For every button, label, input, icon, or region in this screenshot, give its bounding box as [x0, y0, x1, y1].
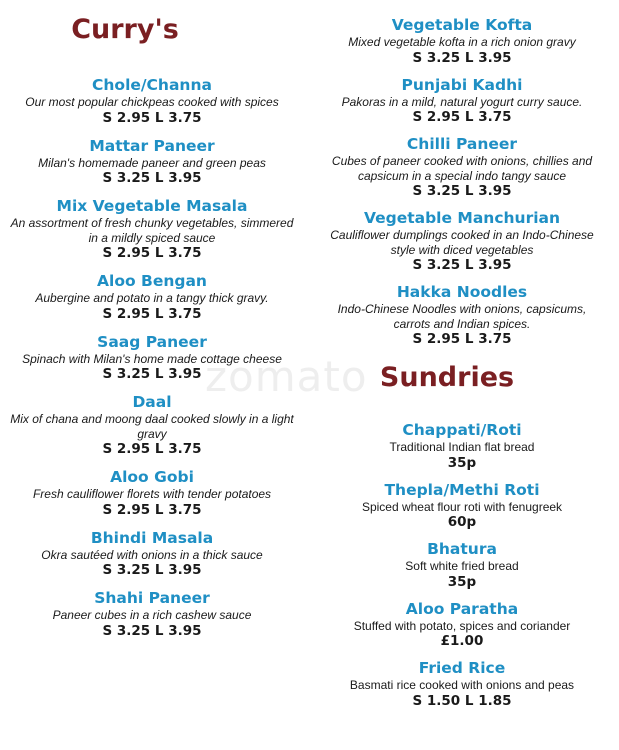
item-price: S 2.95 L 3.75 — [412, 109, 512, 125]
menu-item — [4, 589, 300, 640]
item-description: Soft white fried bread — [405, 559, 519, 573]
menu-item — [312, 16, 612, 67]
menu-item — [312, 659, 612, 710]
item-price: S 2.95 L 3.75 — [412, 331, 512, 347]
item-name: Vegetable Manchurian — [363, 209, 561, 227]
item-description: Pakoras in a mild, natural yogurt curry sauce. — [341, 94, 583, 109]
menu-item — [4, 333, 300, 384]
item-price: 35p — [447, 454, 477, 471]
menu-item — [312, 481, 612, 532]
item-description: Mix of chana and moong daal cooked slowly in a light gravy — [10, 412, 294, 441]
watermark: zomato — [205, 352, 368, 401]
menu-item — [4, 529, 300, 580]
item-name: Chappati/Roti — [402, 421, 522, 439]
menu-item — [4, 137, 300, 188]
item-price: S 2.95 L 3.75 — [102, 109, 202, 126]
item-name: Mattar Paneer — [89, 136, 215, 155]
menu-item — [4, 197, 300, 262]
item-description: Indo-Chinese Noodles with onions, capsicums, carrots and Indian spices. — [337, 302, 587, 331]
menu-item — [4, 272, 300, 323]
item-name: Aloo Gobi — [110, 468, 194, 486]
item-description: Spiced wheat flour roti with fenugreek — [361, 499, 563, 514]
curries-title: Curry's — [71, 14, 179, 45]
item-name: Hakka Noodles — [396, 283, 528, 301]
item-name: Saag Paneer — [97, 332, 207, 351]
item-price: S 3.25 L 3.95 — [412, 183, 512, 199]
item-price: S 3.25 L 3.95 — [102, 562, 202, 578]
item-name: Aloo Paratha — [405, 599, 519, 618]
menu-item — [4, 468, 300, 519]
menu-item — [4, 393, 300, 458]
item-description: An assortment of fresh chunky vegetables, simmered in a mildly spiced sauce — [10, 216, 294, 245]
item-description: Stuffed with potato, spices and coriander — [353, 618, 571, 633]
item-price: £1.00 — [440, 633, 484, 649]
curries-column — [4, 0, 300, 650]
item-price: S 3.25 L 3.95 — [102, 170, 202, 186]
item-description: Spinach with Milan's home made cottage cheese — [22, 351, 282, 366]
item-description: Okra sautéed with onions in a thick sauce — [41, 547, 263, 562]
item-name: Mix Vegetable Masala — [56, 197, 248, 215]
menu-item — [312, 283, 612, 348]
menu-item — [312, 600, 612, 651]
item-name: Chilli Paneer — [406, 135, 518, 153]
item-price: S 2.95 L 3.75 — [102, 441, 202, 457]
item-description: Traditional Indian flat bread — [389, 440, 535, 454]
menu-item — [312, 76, 612, 127]
item-price: S 3.25 L 3.95 — [102, 622, 202, 639]
sundries-title: Sundries — [379, 362, 515, 393]
item-name: Shahi Paneer — [94, 589, 210, 607]
item-description: Our most popular chickpeas cooked with spices — [25, 95, 279, 109]
item-description: Aubergine and potato in a tangy thick gravy. — [35, 291, 269, 305]
item-description: Fresh cauliflower florets with tender potatoes — [32, 487, 272, 501]
menu-item — [312, 540, 612, 591]
item-price: S 2.95 L 3.75 — [102, 501, 202, 518]
item-price: S 1.50 L 1.85 — [412, 692, 512, 709]
item-name: Fried Rice — [418, 659, 506, 677]
item-description: Milan's homemade paneer and green peas — [38, 155, 266, 170]
right-column — [312, 0, 612, 719]
item-name: Daal — [132, 393, 172, 411]
menu-item — [312, 135, 612, 200]
item-price: S 3.25 L 3.95 — [412, 49, 512, 66]
item-name: Vegetable Kofta — [391, 16, 533, 34]
item-description: Paneer cubes in a rich cashew sauce — [52, 608, 252, 622]
menu-item — [312, 209, 612, 274]
item-description: Basmati rice cooked with onions and peas — [349, 678, 575, 692]
menu-item — [312, 421, 612, 472]
item-name: Aloo Bengan — [97, 272, 207, 290]
item-name: Bhindi Masala — [90, 528, 214, 547]
item-price: 35p — [447, 573, 477, 590]
item-price: S 2.95 L 3.75 — [102, 245, 202, 261]
item-name: Thepla/Methi Roti — [384, 480, 540, 499]
menu-item — [4, 76, 300, 127]
item-name: Chole/Channa — [92, 76, 212, 94]
item-description: Mixed vegetable kofta in a rich onion gravy — [348, 35, 576, 49]
item-price: S 2.95 L 3.75 — [102, 305, 202, 322]
item-name: Punjabi Kadhi — [401, 75, 523, 94]
item-price: S 3.25 L 3.95 — [102, 366, 202, 382]
item-price: 60p — [447, 514, 477, 530]
item-description: Cauliflower dumplings cooked in an Indo-Chinese style with diced vegetables — [330, 228, 594, 257]
item-name: Bhatura — [427, 540, 497, 558]
item-price: S 3.25 L 3.95 — [412, 257, 512, 273]
item-description: Cubes of paneer cooked with onions, chillies and capsicum in a special indo tangy sauce — [331, 154, 593, 183]
